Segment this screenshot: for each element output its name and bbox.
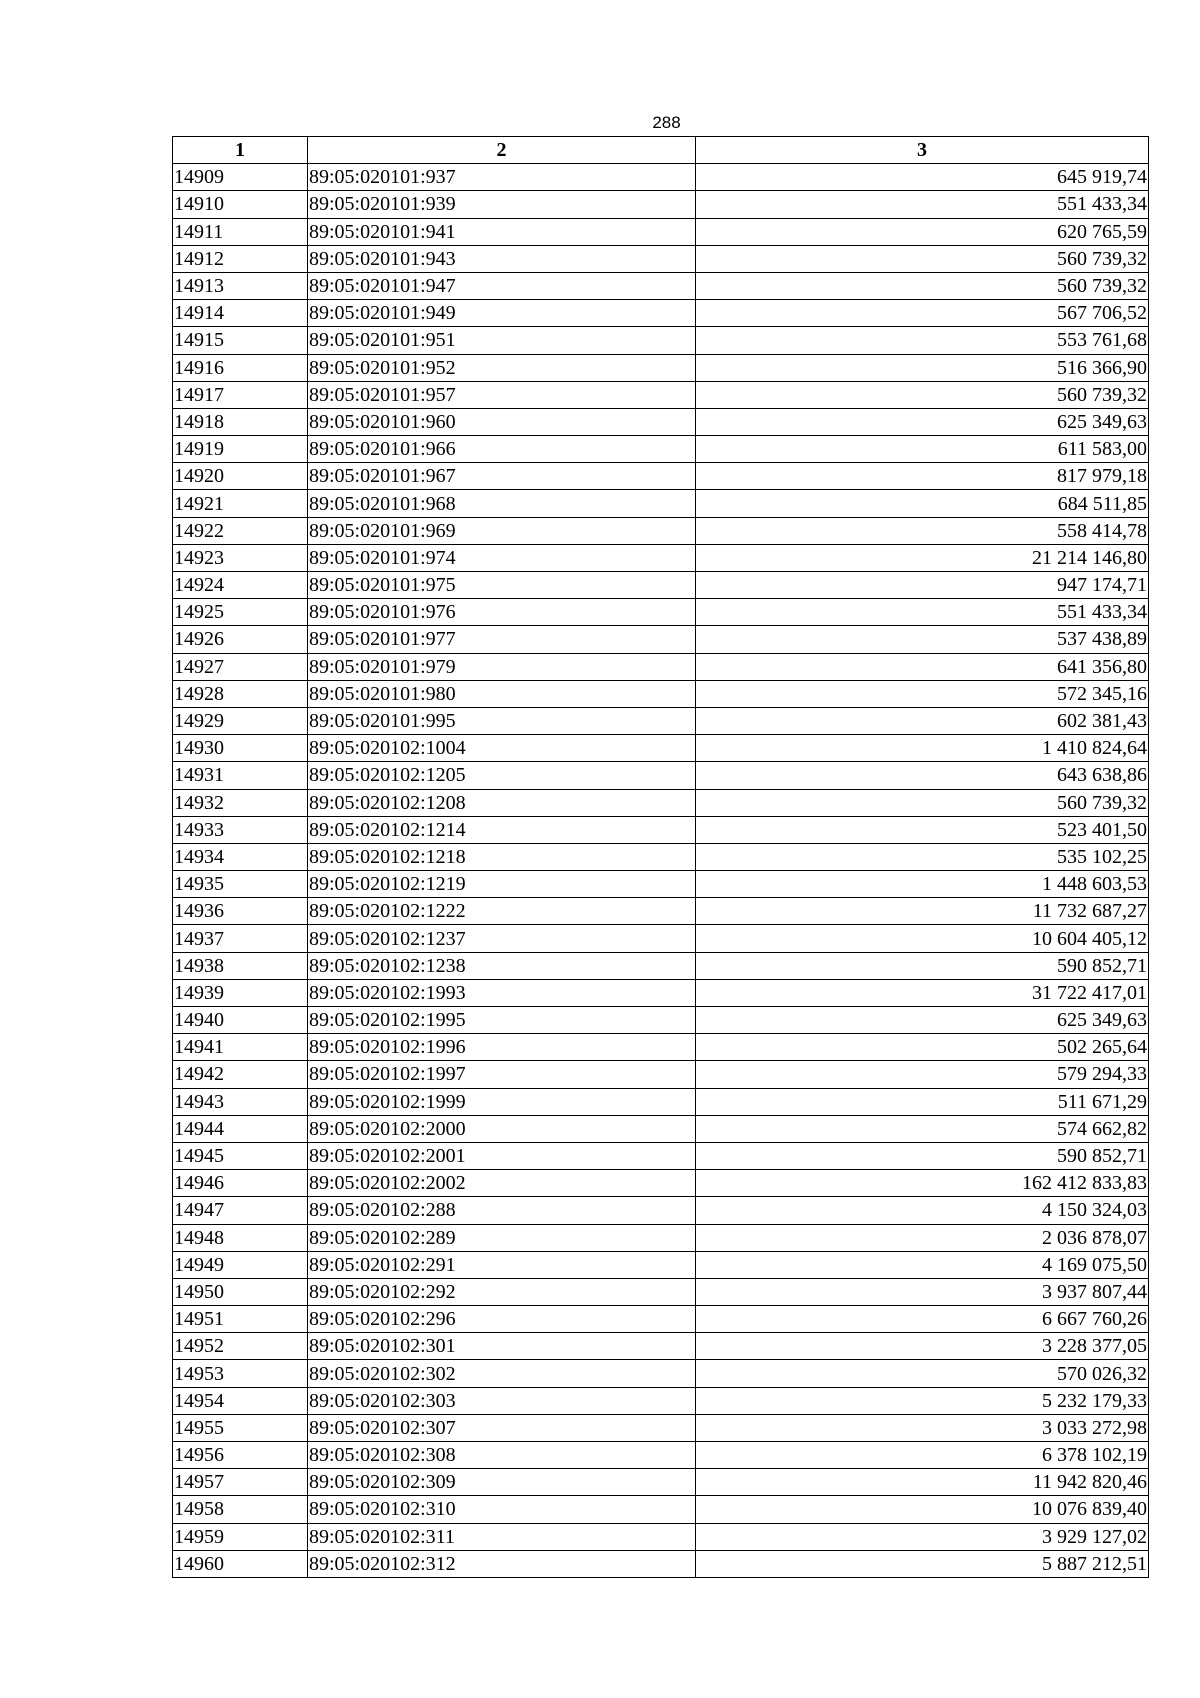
row-number-cell: 14949 [173, 1251, 308, 1278]
row-number-cell: 14914 [173, 300, 308, 327]
cadastral-number-cell: 89:05:020102:289 [308, 1224, 696, 1251]
value-cell: 1 448 603,53 [696, 871, 1149, 898]
value-cell: 5 232 179,33 [696, 1387, 1149, 1414]
value-cell: 11 732 687,27 [696, 898, 1149, 925]
cadastral-number-cell: 89:05:020101:974 [308, 544, 696, 571]
table-row [173, 653, 1149, 680]
value-cell: 6 667 760,26 [696, 1306, 1149, 1333]
value-cell: 553 761,68 [696, 327, 1149, 354]
table-row [173, 1197, 1149, 1224]
row-number-cell: 14912 [173, 245, 308, 272]
table-row [173, 245, 1149, 272]
cadastral-number-cell: 89:05:020102:1205 [308, 762, 696, 789]
row-number-cell: 14946 [173, 1170, 308, 1197]
table-row [173, 1142, 1149, 1169]
cadastral-number-cell: 89:05:020101:975 [308, 572, 696, 599]
table-row [173, 1170, 1149, 1197]
table-header [173, 137, 1149, 164]
header-row [173, 137, 1149, 164]
cadastral-number-cell: 89:05:020101:949 [308, 300, 696, 327]
cadastral-number-cell: 89:05:020102:307 [308, 1414, 696, 1441]
row-number-cell: 14937 [173, 925, 308, 952]
value-cell: 3 033 272,98 [696, 1414, 1149, 1441]
value-cell: 10 076 839,40 [696, 1496, 1149, 1523]
value-cell: 558 414,78 [696, 517, 1149, 544]
row-number-cell: 14916 [173, 354, 308, 381]
row-number-cell: 14926 [173, 626, 308, 653]
value-cell: 560 739,32 [696, 245, 1149, 272]
cadastral-number-cell: 89:05:020102:292 [308, 1278, 696, 1305]
cadastral-number-cell: 89:05:020102:296 [308, 1306, 696, 1333]
cadastral-number-cell: 89:05:020102:1993 [308, 979, 696, 1006]
value-cell: 567 706,52 [696, 300, 1149, 327]
table-row [173, 1224, 1149, 1251]
row-number-cell: 14952 [173, 1333, 308, 1360]
cadastral-number-cell: 89:05:020102:1999 [308, 1088, 696, 1115]
row-number-cell: 14910 [173, 191, 308, 218]
table-row [173, 871, 1149, 898]
row-number-cell: 14915 [173, 327, 308, 354]
value-cell: 511 671,29 [696, 1088, 1149, 1115]
row-number-cell: 14921 [173, 490, 308, 517]
row-number-cell: 14955 [173, 1414, 308, 1441]
cadastral-number-cell: 89:05:020101:977 [308, 626, 696, 653]
value-cell: 947 174,71 [696, 572, 1149, 599]
row-number-cell: 14913 [173, 272, 308, 299]
cadastral-number-cell: 89:05:020101:937 [308, 164, 696, 191]
table-row [173, 843, 1149, 870]
table-row [173, 1496, 1149, 1523]
value-cell: 1 410 824,64 [696, 735, 1149, 762]
table-row [173, 272, 1149, 299]
row-number-cell: 14919 [173, 436, 308, 463]
row-number-cell: 14941 [173, 1034, 308, 1061]
value-cell: 162 412 833,83 [696, 1170, 1149, 1197]
cadastral-number-cell: 89:05:020102:291 [308, 1251, 696, 1278]
table-row [173, 1251, 1149, 1278]
cadastral-number-cell: 89:05:020102:312 [308, 1550, 696, 1577]
table-row [173, 952, 1149, 979]
value-cell: 570 026,32 [696, 1360, 1149, 1387]
table-row [173, 408, 1149, 435]
value-cell: 645 919,74 [696, 164, 1149, 191]
value-cell: 574 662,82 [696, 1115, 1149, 1142]
cadastral-number-cell: 89:05:020101:943 [308, 245, 696, 272]
value-cell: 4 150 324,03 [696, 1197, 1149, 1224]
cadastral-number-cell: 89:05:020101:939 [308, 191, 696, 218]
table-row [173, 626, 1149, 653]
table-row [173, 218, 1149, 245]
cadastral-number-cell: 89:05:020102:1004 [308, 735, 696, 762]
row-number-cell: 14935 [173, 871, 308, 898]
row-number-cell: 14923 [173, 544, 308, 571]
table-row [173, 381, 1149, 408]
value-cell: 6 378 102,19 [696, 1442, 1149, 1469]
page-number: 288 [652, 113, 681, 132]
row-number-cell: 14929 [173, 707, 308, 734]
cadastral-number-cell: 89:05:020102:2000 [308, 1115, 696, 1142]
row-number-cell: 14943 [173, 1088, 308, 1115]
table-row [173, 599, 1149, 626]
column-header-3: 3 [696, 137, 1149, 164]
row-number-cell: 14918 [173, 408, 308, 435]
value-cell: 3 937 807,44 [696, 1278, 1149, 1305]
row-number-cell: 14957 [173, 1469, 308, 1496]
cadastral-number-cell: 89:05:020102:1996 [308, 1034, 696, 1061]
table-row [173, 1278, 1149, 1305]
row-number-cell: 14947 [173, 1197, 308, 1224]
cadastral-number-cell: 89:05:020101:969 [308, 517, 696, 544]
row-number-cell: 14959 [173, 1523, 308, 1550]
table-row [173, 1115, 1149, 1142]
value-cell: 572 345,16 [696, 680, 1149, 707]
cadastral-number-cell: 89:05:020101:960 [308, 408, 696, 435]
table-row [173, 1306, 1149, 1333]
value-cell: 21 214 146,80 [696, 544, 1149, 571]
row-number-cell: 14933 [173, 816, 308, 843]
table-row [173, 1442, 1149, 1469]
row-number-cell: 14920 [173, 463, 308, 490]
table-row [173, 1088, 1149, 1115]
value-cell: 625 349,63 [696, 1007, 1149, 1034]
value-cell: 579 294,33 [696, 1061, 1149, 1088]
row-number-cell: 14953 [173, 1360, 308, 1387]
cadastral-number-cell: 89:05:020101:995 [308, 707, 696, 734]
value-cell: 5 887 212,51 [696, 1550, 1149, 1577]
value-cell: 537 438,89 [696, 626, 1149, 653]
column-header-1: 1 [173, 137, 308, 164]
value-cell: 684 511,85 [696, 490, 1149, 517]
table-row [173, 789, 1149, 816]
row-number-cell: 14909 [173, 164, 308, 191]
table-row [173, 1523, 1149, 1550]
table-row [173, 544, 1149, 571]
row-number-cell: 14944 [173, 1115, 308, 1142]
cadastral-number-cell: 89:05:020102:1218 [308, 843, 696, 870]
value-cell: 11 942 820,46 [696, 1469, 1149, 1496]
column-header-2: 2 [308, 137, 696, 164]
value-cell: 3 929 127,02 [696, 1523, 1149, 1550]
cadastral-number-cell: 89:05:020102:2002 [308, 1170, 696, 1197]
table-row [173, 572, 1149, 599]
cadastral-number-cell: 89:05:020101:979 [308, 653, 696, 680]
table-body [173, 164, 1149, 1578]
cadastral-number-cell: 89:05:020101:957 [308, 381, 696, 408]
value-cell: 620 765,59 [696, 218, 1149, 245]
row-number-cell: 14940 [173, 1007, 308, 1034]
table-row [173, 1007, 1149, 1034]
row-number-cell: 14917 [173, 381, 308, 408]
row-number-cell: 14911 [173, 218, 308, 245]
table-row [173, 925, 1149, 952]
cadastral-number-cell: 89:05:020102:1208 [308, 789, 696, 816]
value-cell: 551 433,34 [696, 599, 1149, 626]
value-cell: 502 265,64 [696, 1034, 1149, 1061]
table-row [173, 762, 1149, 789]
table-row [173, 354, 1149, 381]
row-number-cell: 14948 [173, 1224, 308, 1251]
cadastral-number-cell: 89:05:020102:1997 [308, 1061, 696, 1088]
table-row [173, 517, 1149, 544]
table-row [173, 1333, 1149, 1360]
cadastral-number-cell: 89:05:020102:310 [308, 1496, 696, 1523]
value-cell: 523 401,50 [696, 816, 1149, 843]
value-cell: 602 381,43 [696, 707, 1149, 734]
table-row [173, 735, 1149, 762]
value-cell: 625 349,63 [696, 408, 1149, 435]
table-row [173, 979, 1149, 1006]
row-number-cell: 14934 [173, 843, 308, 870]
table-row [173, 191, 1149, 218]
table-row [173, 680, 1149, 707]
value-cell: 560 739,32 [696, 381, 1149, 408]
table-row [173, 1360, 1149, 1387]
row-number-cell: 14932 [173, 789, 308, 816]
cadastral-number-cell: 89:05:020102:311 [308, 1523, 696, 1550]
row-number-cell: 14938 [173, 952, 308, 979]
table-row [173, 164, 1149, 191]
value-cell: 643 638,86 [696, 762, 1149, 789]
row-number-cell: 14951 [173, 1306, 308, 1333]
value-cell: 560 739,32 [696, 272, 1149, 299]
cadastral-number-cell: 89:05:020102:309 [308, 1469, 696, 1496]
cadastral-number-cell: 89:05:020102:1238 [308, 952, 696, 979]
value-cell: 2 036 878,07 [696, 1224, 1149, 1251]
row-number-cell: 14945 [173, 1142, 308, 1169]
value-cell: 590 852,71 [696, 1142, 1149, 1169]
cadastral-number-cell: 89:05:020102:2001 [308, 1142, 696, 1169]
value-cell: 31 722 417,01 [696, 979, 1149, 1006]
table-row [173, 1469, 1149, 1496]
cadastral-number-cell: 89:05:020101:941 [308, 218, 696, 245]
row-number-cell: 14925 [173, 599, 308, 626]
cadastral-number-cell: 89:05:020102:301 [308, 1333, 696, 1360]
cadastral-number-cell: 89:05:020102:308 [308, 1442, 696, 1469]
cadastral-number-cell: 89:05:020101:947 [308, 272, 696, 299]
cadastral-number-cell: 89:05:020101:952 [308, 354, 696, 381]
value-cell: 551 433,34 [696, 191, 1149, 218]
table-row [173, 1034, 1149, 1061]
value-cell: 817 979,18 [696, 463, 1149, 490]
cadastral-number-cell: 89:05:020102:1237 [308, 925, 696, 952]
value-cell: 3 228 377,05 [696, 1333, 1149, 1360]
table-row [173, 490, 1149, 517]
cadastral-number-cell: 89:05:020102:1219 [308, 871, 696, 898]
value-cell: 590 852,71 [696, 952, 1149, 979]
table-row [173, 898, 1149, 925]
table-row [173, 1061, 1149, 1088]
cadastral-number-cell: 89:05:020101:967 [308, 463, 696, 490]
value-cell: 560 739,32 [696, 789, 1149, 816]
row-number-cell: 14927 [173, 653, 308, 680]
row-number-cell: 14942 [173, 1061, 308, 1088]
cadastral-number-cell: 89:05:020102:303 [308, 1387, 696, 1414]
table-row [173, 463, 1149, 490]
cadastral-number-cell: 89:05:020101:966 [308, 436, 696, 463]
value-cell: 4 169 075,50 [696, 1251, 1149, 1278]
row-number-cell: 14960 [173, 1550, 308, 1577]
cadastral-number-cell: 89:05:020102:1995 [308, 1007, 696, 1034]
table-row [173, 1414, 1149, 1441]
row-number-cell: 14928 [173, 680, 308, 707]
cadastral-number-cell: 89:05:020101:968 [308, 490, 696, 517]
table-row [173, 707, 1149, 734]
row-number-cell: 14956 [173, 1442, 308, 1469]
row-number-cell: 14958 [173, 1496, 308, 1523]
value-cell: 535 102,25 [696, 843, 1149, 870]
table-row [173, 327, 1149, 354]
row-number-cell: 14936 [173, 898, 308, 925]
table-row [173, 816, 1149, 843]
row-number-cell: 14939 [173, 979, 308, 1006]
row-number-cell: 14922 [173, 517, 308, 544]
value-cell: 516 366,90 [696, 354, 1149, 381]
row-number-cell: 14931 [173, 762, 308, 789]
data-table [172, 136, 1149, 1578]
table-row [173, 300, 1149, 327]
cadastral-number-cell: 89:05:020101:951 [308, 327, 696, 354]
table-row [173, 436, 1149, 463]
row-number-cell: 14954 [173, 1387, 308, 1414]
cadastral-number-cell: 89:05:020101:976 [308, 599, 696, 626]
table-row [173, 1550, 1149, 1577]
cadastral-number-cell: 89:05:020102:288 [308, 1197, 696, 1224]
table-row [173, 1387, 1149, 1414]
value-cell: 641 356,80 [696, 653, 1149, 680]
cadastral-number-cell: 89:05:020101:980 [308, 680, 696, 707]
row-number-cell: 14924 [173, 572, 308, 599]
cadastral-number-cell: 89:05:020102:1214 [308, 816, 696, 843]
value-cell: 10 604 405,12 [696, 925, 1149, 952]
row-number-cell: 14930 [173, 735, 308, 762]
cadastral-number-cell: 89:05:020102:1222 [308, 898, 696, 925]
value-cell: 611 583,00 [696, 436, 1149, 463]
cadastral-number-cell: 89:05:020102:302 [308, 1360, 696, 1387]
row-number-cell: 14950 [173, 1278, 308, 1305]
